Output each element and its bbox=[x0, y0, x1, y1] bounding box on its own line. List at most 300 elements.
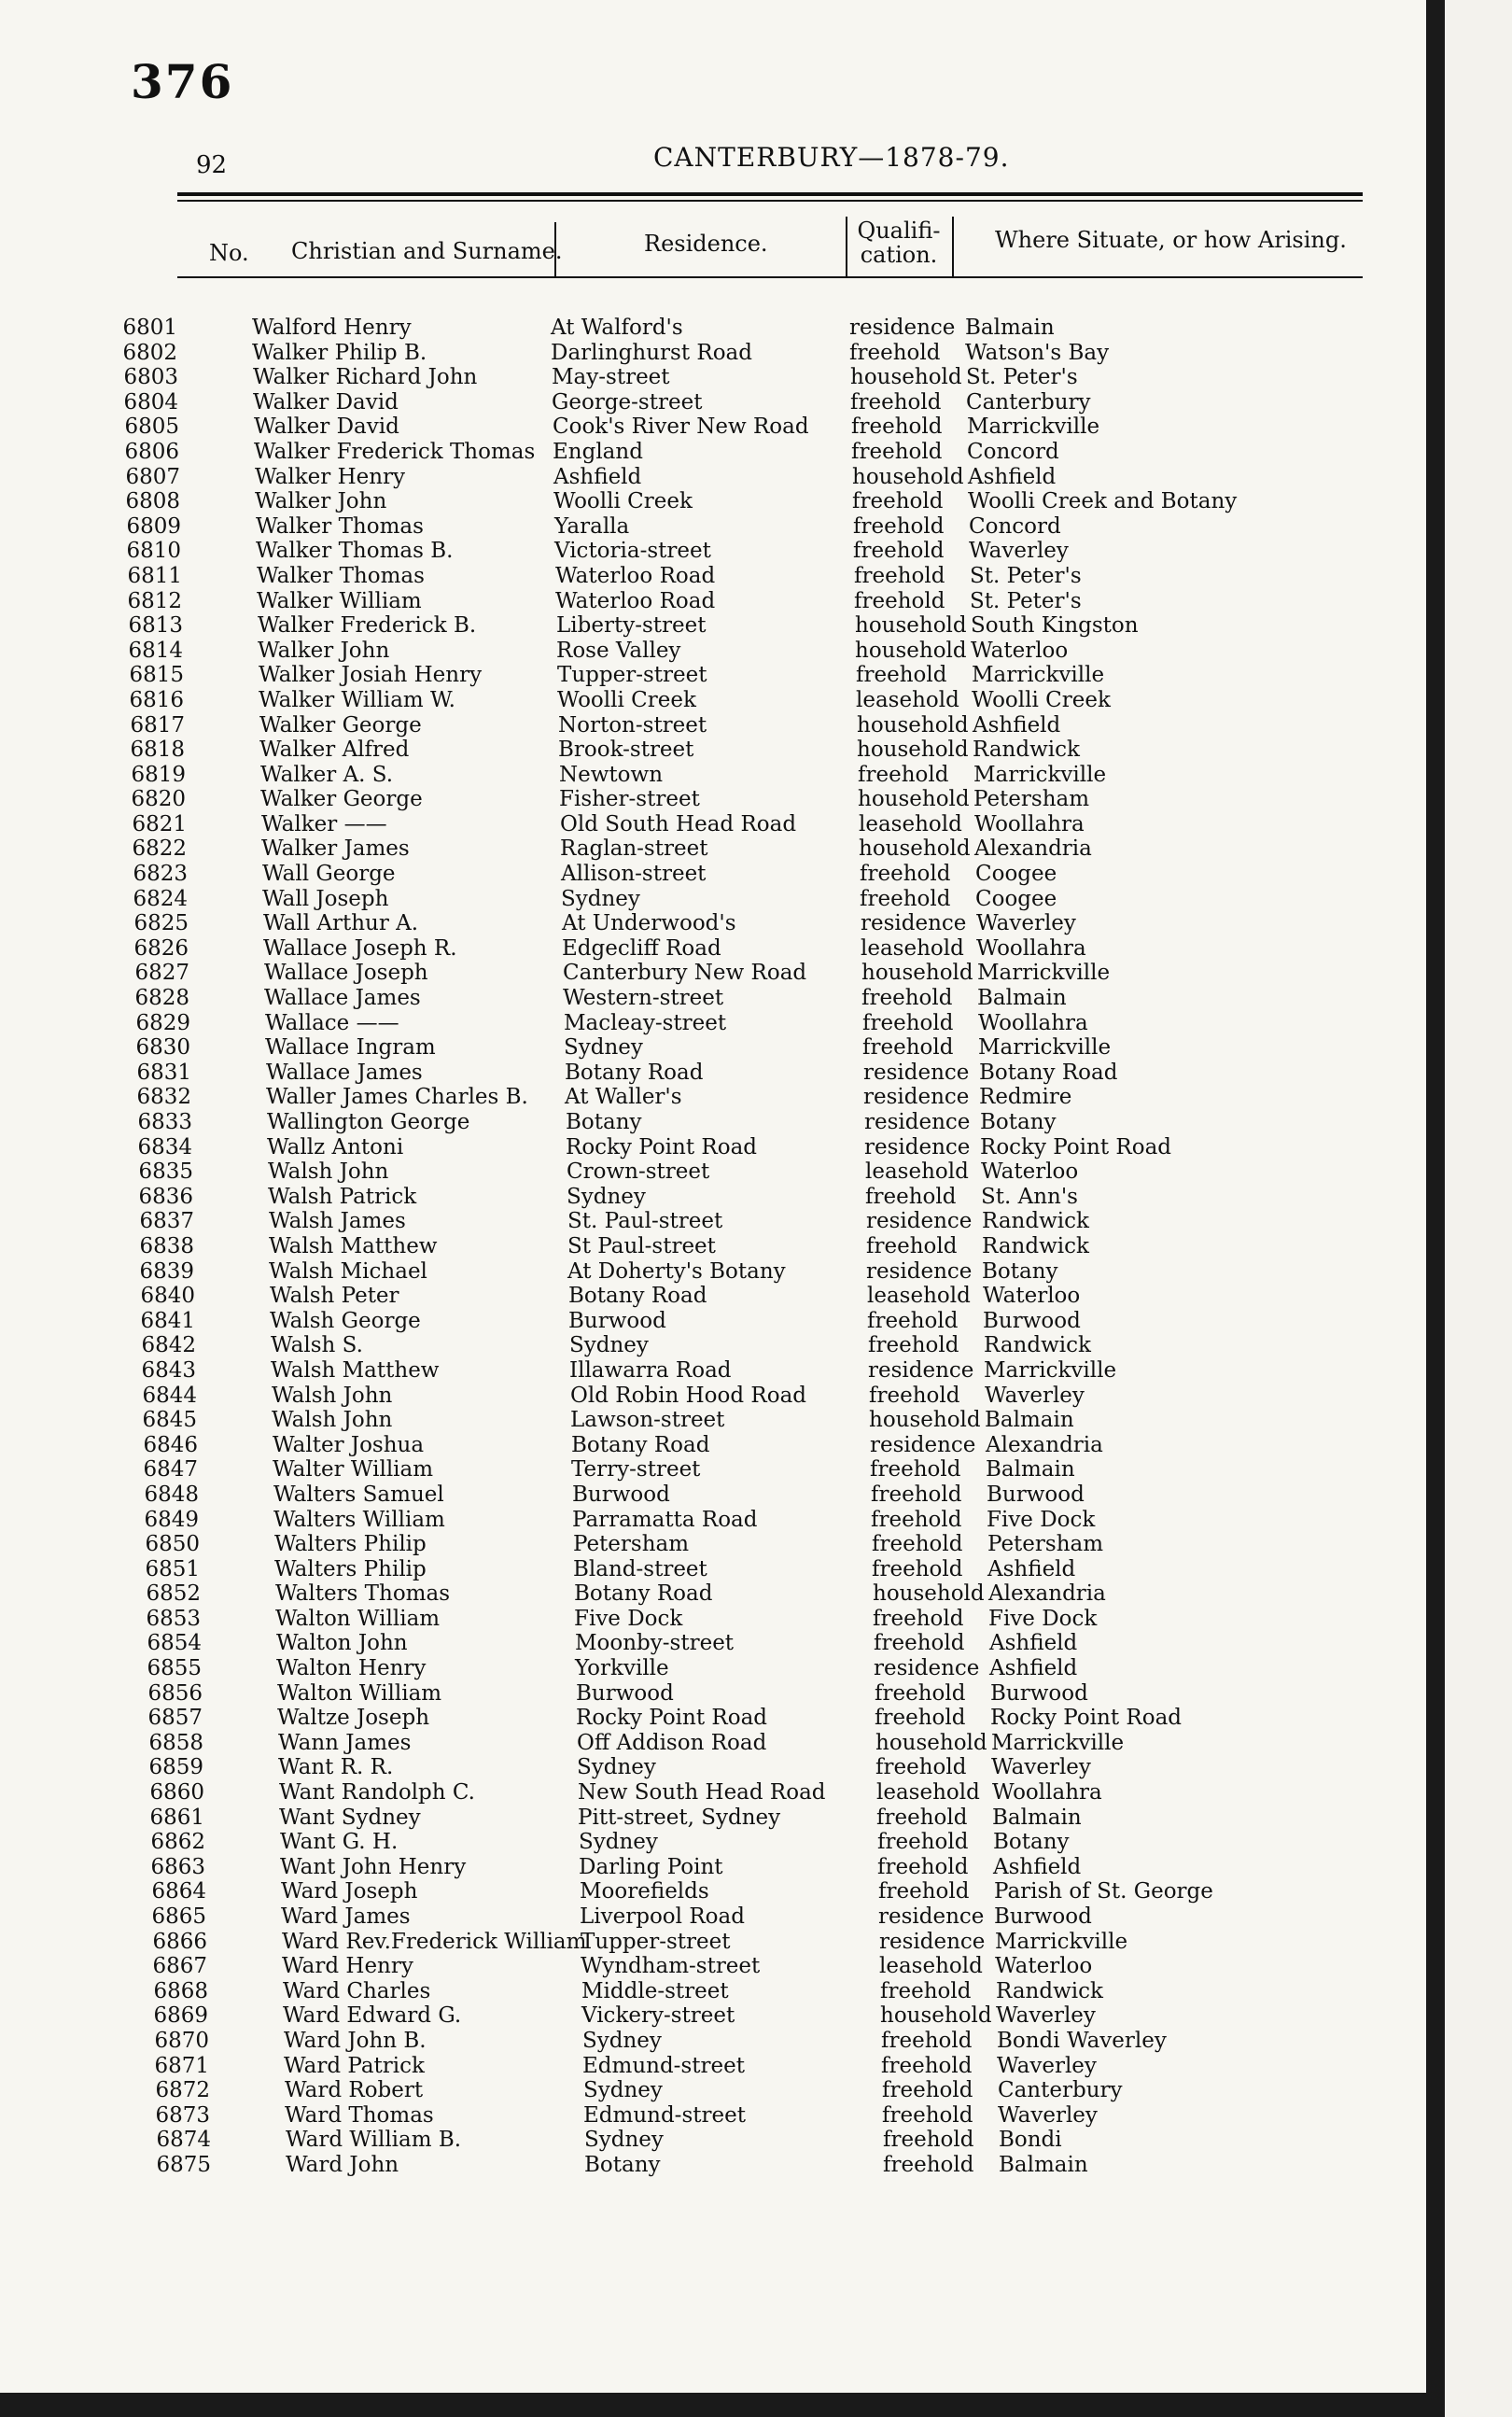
entry-where-situate: Burwood bbox=[983, 1308, 1081, 1333]
entry-where-situate: Alexandria bbox=[986, 1432, 1103, 1457]
entry-qualification: freehold bbox=[871, 1482, 962, 1507]
entry-where-situate: Woollahra bbox=[992, 1780, 1102, 1806]
entry-name: Want John Henry bbox=[280, 1854, 467, 1879]
entry-qualification: residence bbox=[864, 1134, 971, 1159]
entry-residence: Edgecliff Road bbox=[562, 935, 721, 961]
entry-number: 6838 bbox=[139, 1233, 194, 1258]
entry-name: Walsh S. bbox=[271, 1333, 363, 1358]
entry-number: 6861 bbox=[149, 1805, 204, 1830]
entry-residence: Bland-street bbox=[573, 1556, 707, 1581]
entry-qualification: freehold bbox=[880, 1978, 972, 2003]
entry-qualification: household bbox=[873, 1581, 985, 1607]
table-row bbox=[0, 1159, 1426, 1185]
entry-qualification: leasehold bbox=[876, 1780, 980, 1806]
table-row bbox=[0, 514, 1426, 540]
table-row bbox=[0, 1656, 1426, 1681]
entry-residence: Illawarra Road bbox=[569, 1357, 732, 1383]
entry-name: Walker Henry bbox=[255, 464, 406, 489]
table-row bbox=[0, 936, 1426, 962]
entry-where-situate: Botany bbox=[993, 1830, 1070, 1855]
entry-qualification: freehold bbox=[860, 886, 951, 911]
entry-name: Wall George bbox=[262, 862, 396, 887]
entry-name: Waltze Joseph bbox=[277, 1706, 430, 1731]
table-row bbox=[0, 1954, 1426, 1979]
entry-qualification: freehold bbox=[849, 340, 941, 365]
entry-where-situate: Marrickville bbox=[972, 663, 1105, 688]
entry-residence: Five Dock bbox=[574, 1606, 683, 1631]
entry-residence: Waterloo Road bbox=[555, 588, 716, 613]
entry-where-situate: Woollahra bbox=[976, 935, 1086, 961]
entry-residence: Old Robin Hood Road bbox=[570, 1383, 806, 1408]
entry-qualification: freehold bbox=[850, 389, 942, 415]
adjacent-page-edge bbox=[1445, 0, 1512, 2417]
table-row bbox=[0, 1532, 1426, 1557]
entry-residence: Waterloo Road bbox=[555, 563, 716, 588]
entry-residence: Fisher-street bbox=[559, 787, 700, 812]
entry-residence: Wyndham-street bbox=[581, 1954, 761, 1979]
entry-residence: Pitt-street, Sydney bbox=[578, 1805, 781, 1830]
entry-number: 6851 bbox=[145, 1556, 200, 1581]
entry-name: Walton William bbox=[277, 1680, 442, 1706]
entry-name: Wall Joseph bbox=[262, 886, 389, 911]
entry-where-situate: Ashfield bbox=[989, 1631, 1078, 1656]
entry-name: Walton William bbox=[275, 1606, 441, 1631]
column-header-qualification: Qualifi- cation. bbox=[857, 218, 941, 269]
entry-qualification: freehold bbox=[869, 1383, 960, 1408]
folio-number: 376 bbox=[131, 54, 234, 109]
table-row bbox=[0, 1631, 1426, 1656]
table-row bbox=[0, 613, 1426, 639]
entry-name: Walker Frederick Thomas bbox=[254, 439, 536, 464]
entry-number: 6833 bbox=[137, 1110, 192, 1134]
entry-name: Ward Henry bbox=[282, 1954, 413, 1979]
entry-number: 6828 bbox=[134, 986, 189, 1011]
header-top-rule bbox=[177, 192, 1363, 196]
entry-residence: Darlinghurst Road bbox=[551, 340, 752, 365]
entry-where-situate: Waterloo bbox=[971, 638, 1069, 663]
entry-residence: George-street bbox=[552, 389, 703, 415]
table-row bbox=[0, 663, 1426, 688]
entry-name: Wallace Joseph bbox=[264, 961, 428, 986]
entry-name: Walsh Matthew bbox=[269, 1233, 438, 1258]
entry-number: 6837 bbox=[139, 1209, 194, 1234]
entry-residence: Yaralla bbox=[554, 513, 630, 539]
table-row bbox=[0, 1457, 1426, 1483]
table-row bbox=[0, 2078, 1426, 2103]
table-row bbox=[0, 1011, 1426, 1036]
entry-residence: Botany bbox=[566, 1110, 642, 1134]
entry-number: 6827 bbox=[134, 961, 189, 986]
entry-number: 6815 bbox=[129, 663, 184, 688]
entry-residence: Sydney bbox=[567, 1184, 646, 1209]
entry-name: Walker John bbox=[255, 489, 387, 514]
entry-where-situate: Randwick bbox=[982, 1209, 1089, 1234]
entry-residence: Burwood bbox=[576, 1680, 674, 1706]
entry-name: Walsh George bbox=[270, 1308, 421, 1333]
entry-residence: Rocky Point Road bbox=[566, 1134, 758, 1159]
page-number: 92 bbox=[196, 151, 228, 179]
table-row bbox=[0, 2003, 1426, 2029]
table-row bbox=[0, 763, 1426, 788]
table-row bbox=[0, 986, 1426, 1011]
entry-where-situate: Coogee bbox=[975, 862, 1057, 887]
entry-name: Wann James bbox=[278, 1730, 412, 1755]
entry-name: Wallace —— bbox=[265, 1010, 399, 1035]
entry-where-situate: Marrickville bbox=[977, 961, 1111, 986]
table-row bbox=[0, 539, 1426, 564]
entry-where-situate: Balmain bbox=[977, 986, 1067, 1011]
entry-residence: At Underwood's bbox=[562, 911, 736, 936]
entry-residence: Liberty-street bbox=[556, 613, 707, 639]
entry-where-situate: Botany Road bbox=[979, 1060, 1118, 1085]
entry-residence: St Paul-street bbox=[567, 1233, 716, 1258]
entry-qualification: household bbox=[859, 836, 971, 862]
entry-residence: May-street bbox=[552, 365, 670, 390]
entry-where-situate: Marrickville bbox=[995, 1929, 1128, 1954]
entry-where-situate: Waverley bbox=[985, 1383, 1085, 1408]
entry-qualification: household bbox=[875, 1730, 987, 1755]
entry-name: Walker James bbox=[261, 836, 410, 862]
entry-where-situate: Ashfield bbox=[989, 1656, 1078, 1681]
entry-where-situate: Bondi Waverley bbox=[997, 2028, 1167, 2053]
entry-where-situate: Rocky Point Road bbox=[980, 1134, 1172, 1159]
entry-where-situate: Coogee bbox=[975, 886, 1057, 911]
entry-qualification: freehold bbox=[865, 1184, 957, 1209]
entry-number: 6859 bbox=[148, 1755, 203, 1780]
entry-name: Wallace Joseph R. bbox=[263, 935, 457, 961]
table-row bbox=[0, 390, 1426, 415]
entry-qualification: freehold bbox=[854, 588, 945, 613]
entry-name: Walker —— bbox=[261, 811, 387, 836]
entry-name: Walker A. S. bbox=[260, 762, 394, 787]
entry-where-situate: Waterloo bbox=[981, 1159, 1079, 1185]
entry-residence: Botany bbox=[584, 2152, 661, 2177]
entry-qualification: leasehold bbox=[865, 1159, 969, 1185]
entry-name: Want R. R. bbox=[278, 1755, 394, 1780]
table-row bbox=[0, 1358, 1426, 1384]
table-row bbox=[0, 2153, 1426, 2178]
entry-number: 6835 bbox=[138, 1159, 193, 1185]
entry-residence: At Waller's bbox=[565, 1085, 682, 1110]
entry-where-situate: Burwood bbox=[994, 1904, 1092, 1929]
entry-number: 6808 bbox=[125, 489, 180, 514]
entry-residence: Western-street bbox=[563, 986, 724, 1011]
entry-where-situate: Alexandria bbox=[974, 836, 1092, 862]
entry-qualification: leasehold bbox=[879, 1954, 983, 1979]
table-row bbox=[0, 440, 1426, 465]
table-row bbox=[0, 465, 1426, 490]
entry-residence: At Walford's bbox=[551, 316, 683, 340]
entry-where-situate: Balmain bbox=[992, 1805, 1082, 1830]
table-row bbox=[0, 961, 1426, 986]
entry-name: Walsh John bbox=[272, 1408, 393, 1433]
entry-number: 6814 bbox=[128, 638, 183, 663]
entry-residence: New South Head Road bbox=[578, 1780, 826, 1806]
table-row bbox=[0, 2054, 1426, 2079]
entry-where-situate: Petersham bbox=[973, 787, 1090, 812]
entry-residence: Norton-street bbox=[558, 712, 707, 738]
entry-qualification: freehold bbox=[860, 862, 951, 887]
entry-number: 6870 bbox=[154, 2028, 209, 2053]
entry-qualification: household bbox=[855, 638, 967, 663]
entry-residence: England bbox=[553, 439, 643, 464]
column-divider bbox=[952, 217, 954, 276]
entry-residence: Botany Road bbox=[565, 1060, 704, 1085]
table-row bbox=[0, 1855, 1426, 1880]
entry-where-situate: Waverley bbox=[998, 2102, 1098, 2128]
entry-number: 6812 bbox=[127, 588, 182, 613]
entry-residence: Parramatta Road bbox=[572, 1507, 758, 1532]
entry-qualification: freehold bbox=[872, 1556, 963, 1581]
entry-qualification: freehold bbox=[851, 439, 943, 464]
entry-qualification: leasehold bbox=[859, 811, 962, 836]
entry-where-situate: Five Dock bbox=[987, 1507, 1096, 1532]
table-row bbox=[0, 1110, 1426, 1135]
entry-residence: Woolli Creek bbox=[553, 489, 693, 514]
entry-residence: Sydney bbox=[577, 1755, 656, 1780]
entry-number: 6826 bbox=[133, 935, 189, 961]
table-row bbox=[0, 2103, 1426, 2129]
entry-residence: Edmund-street bbox=[583, 2102, 746, 2128]
entry-qualification: freehold bbox=[875, 1680, 966, 1706]
entry-where-situate: Balmain bbox=[985, 1408, 1074, 1433]
table-row bbox=[0, 1433, 1426, 1458]
entry-number: 6854 bbox=[147, 1631, 202, 1656]
entry-residence: St. Paul-street bbox=[567, 1209, 723, 1234]
entry-where-situate: Botany bbox=[980, 1110, 1057, 1134]
entry-qualification: freehold bbox=[852, 489, 944, 514]
entry-number: 6855 bbox=[147, 1656, 202, 1681]
entry-number: 6805 bbox=[124, 415, 179, 440]
entry-name: Ward Charles bbox=[283, 1978, 431, 2003]
entry-name: Walsh Peter bbox=[270, 1284, 399, 1309]
entry-name: Walsh Michael bbox=[269, 1258, 427, 1284]
entry-name: Ward Thomas bbox=[285, 2102, 434, 2128]
entry-residence: Old South Head Road bbox=[560, 811, 797, 836]
entry-where-situate: Concord bbox=[969, 513, 1061, 539]
entry-number: 6819 bbox=[131, 762, 186, 787]
entry-number: 6858 bbox=[148, 1730, 203, 1755]
table-row bbox=[0, 1061, 1426, 1086]
entry-where-situate: St. Peter's bbox=[970, 588, 1082, 613]
entry-name: Walton Henry bbox=[276, 1656, 427, 1681]
table-row bbox=[0, 1384, 1426, 1409]
entry-name: Walker John bbox=[258, 638, 390, 663]
table-row bbox=[0, 1830, 1426, 1855]
entry-qualification: freehold bbox=[876, 1805, 968, 1830]
entry-qualification: residence bbox=[874, 1656, 980, 1681]
entry-where-situate: Canterbury bbox=[966, 389, 1091, 415]
entry-number: 6822 bbox=[132, 836, 187, 862]
entry-where-situate: Marrickville bbox=[967, 415, 1100, 440]
entry-number: 6813 bbox=[128, 613, 183, 639]
entry-name: Walters Thomas bbox=[275, 1581, 450, 1607]
table-row bbox=[0, 1333, 1426, 1358]
entry-number: 6840 bbox=[140, 1284, 195, 1309]
entry-residence: Rose Valley bbox=[556, 638, 681, 663]
entry-name: Walker William W. bbox=[259, 687, 455, 712]
table-row bbox=[0, 787, 1426, 812]
entry-where-situate: Parish of St. George bbox=[994, 1879, 1213, 1904]
entry-where-situate: Woolli Creek and Botany bbox=[968, 489, 1238, 514]
entry-number: 6829 bbox=[135, 1010, 190, 1035]
entry-name: Ward William B. bbox=[286, 2128, 462, 2153]
table-row bbox=[0, 1681, 1426, 1707]
entry-number: 6834 bbox=[137, 1134, 192, 1159]
entry-number: 6806 bbox=[124, 439, 179, 464]
entry-residence: Sydney bbox=[564, 1035, 643, 1061]
entry-where-situate: Randwick bbox=[996, 1978, 1103, 2003]
entry-qualification: freehold bbox=[853, 513, 945, 539]
entry-name: Walker George bbox=[260, 787, 423, 812]
entry-name: Walsh John bbox=[272, 1383, 393, 1408]
entry-name: Ward Rev.Frederick William bbox=[282, 1929, 587, 1954]
entry-number: 6803 bbox=[123, 365, 178, 390]
entry-number: 6830 bbox=[135, 1035, 190, 1061]
entry-qualification: leasehold bbox=[867, 1284, 971, 1309]
entry-number: 6807 bbox=[125, 464, 180, 489]
entry-name: Want Sydney bbox=[279, 1805, 421, 1830]
entry-qualification: freehold bbox=[858, 762, 949, 787]
table-row bbox=[0, 1483, 1426, 1508]
entry-where-situate: Bondi bbox=[999, 2128, 1062, 2153]
running-head: CANTERBURY—1878-79. bbox=[653, 142, 1010, 173]
entry-name: Wallz Antoni bbox=[267, 1134, 404, 1159]
entry-number: 6811 bbox=[127, 563, 182, 588]
entry-residence: At Doherty's Botany bbox=[567, 1258, 786, 1284]
entry-name: Walter Joshua bbox=[273, 1432, 425, 1457]
entry-qualification: household bbox=[855, 613, 967, 639]
entry-residence: Macleay-street bbox=[564, 1010, 727, 1035]
entry-qualification: residence bbox=[861, 911, 967, 936]
entry-where-situate: Waterloo bbox=[983, 1284, 1081, 1309]
table-row bbox=[0, 1904, 1426, 1930]
table-row bbox=[0, 836, 1426, 862]
table-row bbox=[0, 589, 1426, 614]
entry-name: Want Randolph C. bbox=[279, 1780, 475, 1806]
entry-where-situate: Canterbury bbox=[998, 2078, 1123, 2103]
entry-residence: Cook's River New Road bbox=[553, 415, 809, 440]
table-row bbox=[0, 1607, 1426, 1632]
entry-name: Walsh James bbox=[269, 1209, 406, 1234]
table-row bbox=[0, 564, 1426, 589]
header-top-rule-inner bbox=[177, 200, 1363, 202]
entry-number: 6816 bbox=[129, 687, 184, 712]
entry-where-situate: Rocky Point Road bbox=[990, 1706, 1183, 1731]
entry-where-situate: Redmire bbox=[979, 1085, 1072, 1110]
entry-qualification: freehold bbox=[881, 2028, 973, 2053]
entry-residence: Edmund-street bbox=[582, 2053, 745, 2078]
entry-qualification: freehold bbox=[867, 1308, 959, 1333]
entry-qualification: household bbox=[850, 365, 962, 390]
entry-residence: Petersham bbox=[573, 1532, 690, 1557]
entry-residence: Lawson-street bbox=[570, 1408, 725, 1433]
entry-qualification: freehold bbox=[875, 1706, 966, 1731]
entry-name: Walker David bbox=[254, 415, 399, 440]
entry-number: 6842 bbox=[141, 1333, 196, 1358]
entry-residence: Yorkville bbox=[575, 1656, 669, 1681]
entry-where-situate: South Kingston bbox=[971, 613, 1139, 639]
entry-name: Wallace James bbox=[266, 1060, 423, 1085]
entry-number: 6863 bbox=[150, 1854, 205, 1879]
table-row bbox=[0, 738, 1426, 763]
entry-qualification: freehold bbox=[875, 1755, 967, 1780]
table-row bbox=[0, 1234, 1426, 1259]
entry-name: Walsh John bbox=[268, 1159, 389, 1185]
entry-qualification: residence bbox=[863, 1085, 970, 1110]
entry-qualification: household bbox=[861, 961, 973, 986]
entry-where-situate: Waterloo bbox=[995, 1954, 1093, 1979]
entry-number: 6846 bbox=[143, 1432, 198, 1457]
entry-residence: Rocky Point Road bbox=[576, 1706, 768, 1731]
table-row bbox=[0, 639, 1426, 664]
entry-name: Ward Patrick bbox=[284, 2053, 425, 2078]
entry-qualification: residence bbox=[866, 1258, 973, 1284]
entry-number: 6836 bbox=[138, 1184, 193, 1209]
entry-residence: Botany Road bbox=[574, 1581, 713, 1607]
entry-name: Walker Thomas B. bbox=[256, 539, 454, 564]
entry-where-situate: Marrickville bbox=[991, 1730, 1125, 1755]
entry-residence: Vickery-street bbox=[581, 2003, 735, 2029]
entry-residence: Moonby-street bbox=[575, 1631, 735, 1656]
table-row bbox=[0, 2029, 1426, 2054]
entry-qualification: freehold bbox=[868, 1333, 959, 1358]
entry-number: 6871 bbox=[154, 2053, 209, 2078]
entry-name: Want G. H. bbox=[280, 1830, 399, 1855]
table-row bbox=[0, 2128, 1426, 2153]
entry-qualification: leasehold bbox=[856, 687, 959, 712]
entry-qualification: freehold bbox=[871, 1507, 962, 1532]
entry-number: 6868 bbox=[153, 1978, 208, 2003]
entry-name: Walsh Patrick bbox=[268, 1184, 417, 1209]
entry-qualification: residence bbox=[870, 1432, 976, 1457]
table-row bbox=[0, 1309, 1426, 1334]
entry-number: 6802 bbox=[122, 340, 177, 365]
header-bottom-rule bbox=[177, 276, 1363, 278]
entry-where-situate: Woolli Creek bbox=[972, 687, 1111, 712]
entry-name: Walters Philip bbox=[274, 1532, 427, 1557]
entry-name: Walsh Matthew bbox=[271, 1357, 440, 1383]
entry-qualification: freehold bbox=[862, 1010, 954, 1035]
entry-number: 6875 bbox=[156, 2152, 211, 2177]
entry-where-situate: Marrickville bbox=[978, 1035, 1112, 1061]
entry-name: Walker Alfred bbox=[259, 738, 410, 763]
entry-where-situate: Five Dock bbox=[988, 1606, 1098, 1631]
entry-name: Ward James bbox=[281, 1904, 411, 1929]
table-row bbox=[0, 489, 1426, 514]
entry-number: 6832 bbox=[136, 1085, 191, 1110]
entry-residence: Moorefields bbox=[580, 1879, 709, 1904]
entry-qualification: freehold bbox=[861, 986, 953, 1011]
entry-number: 6824 bbox=[133, 886, 188, 911]
entry-name: Wallace James bbox=[264, 986, 421, 1011]
column-header-no: No. bbox=[209, 240, 249, 266]
entry-qualification: freehold bbox=[881, 2053, 973, 2078]
entry-residence: Off Addison Road bbox=[577, 1730, 767, 1755]
table-row bbox=[0, 1508, 1426, 1533]
entry-residence: Woolli Creek bbox=[557, 687, 696, 712]
table-row bbox=[0, 1806, 1426, 1831]
column-header-residence: Residence. bbox=[644, 231, 768, 257]
entry-residence: Darling Point bbox=[579, 1854, 723, 1879]
voter-list bbox=[0, 316, 1426, 2178]
entry-name: Waller James Charles B. bbox=[266, 1085, 528, 1110]
entry-number: 6873 bbox=[155, 2102, 210, 2128]
entry-qualification: residence bbox=[878, 1904, 985, 1929]
table-row bbox=[0, 1135, 1426, 1160]
table-row bbox=[0, 1581, 1426, 1607]
table-row bbox=[0, 887, 1426, 912]
